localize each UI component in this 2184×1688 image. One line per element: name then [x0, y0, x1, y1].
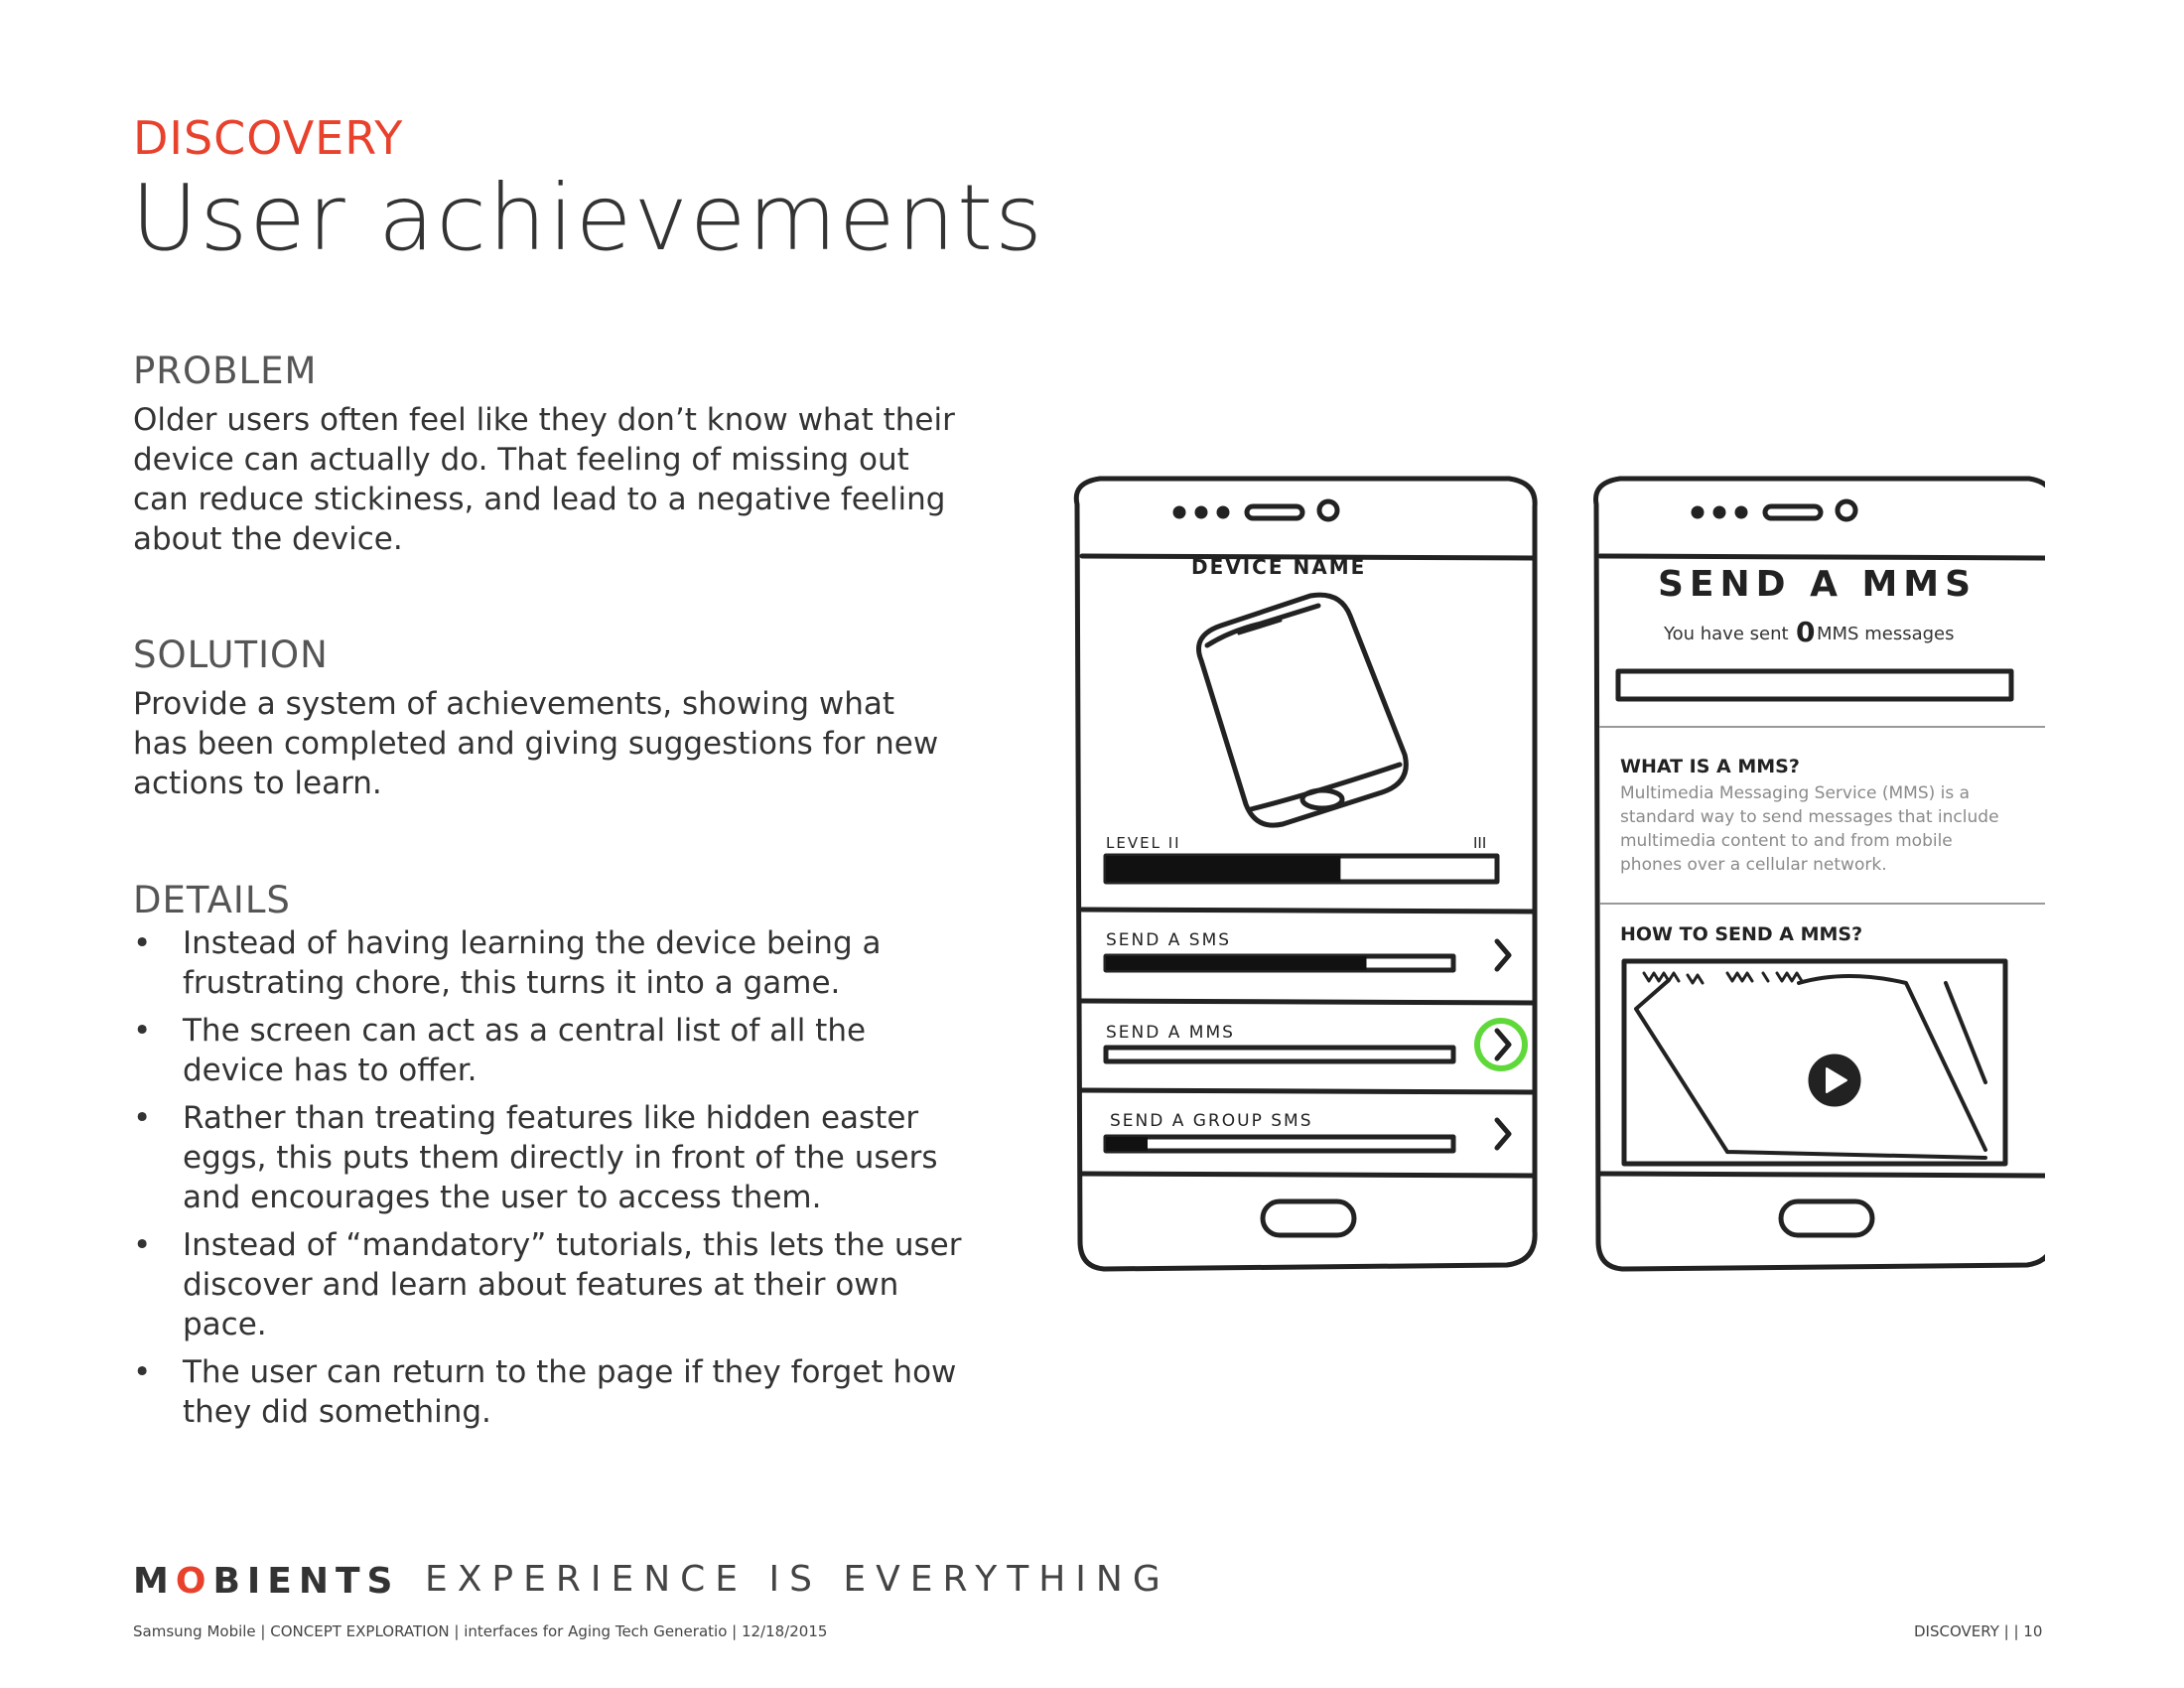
- bullet-icon: •: [133, 1100, 152, 1136]
- how-heading: HOW TO SEND A MMS?: [1620, 923, 1863, 945]
- what-text-line: Multimedia Messaging Service (MMS) is a: [1620, 783, 1971, 803]
- chevron-right-icon: [1497, 941, 1509, 969]
- dot-icon: [1219, 508, 1227, 516]
- list-item: [133, 1225, 967, 1344]
- list-item: [133, 1352, 967, 1432]
- mms-title: SEND A MMS: [1658, 564, 1978, 605]
- camera-icon: [1838, 501, 1855, 519]
- details-list: [133, 923, 967, 1440]
- device-illustration: [1199, 595, 1407, 825]
- dot-icon: [1175, 508, 1183, 516]
- chevron-right-icon: [1497, 1031, 1509, 1058]
- bullet-icon: •: [133, 1354, 152, 1390]
- speaker-icon: [1765, 506, 1821, 518]
- page-title: User achievements: [131, 165, 1044, 271]
- device-name: DEVICE NAME: [1191, 555, 1367, 579]
- details-heading: DETAILS: [133, 879, 291, 921]
- item-label[interactable]: SEND A GROUP SMS: [1110, 1111, 1313, 1131]
- progress-bar: [1618, 671, 2011, 699]
- list-item-text: Instead of “mandatory” tutorials, this lets the user discover and learn about features at their own pace.: [183, 1227, 962, 1342]
- sent-prefix: You have sent: [1664, 624, 1789, 644]
- home-button: [1781, 1201, 1872, 1235]
- progress-bar: [1106, 1048, 1453, 1061]
- what-heading: WHAT IS A MMS?: [1620, 756, 1800, 777]
- progress-bar-fill: [1106, 956, 1367, 970]
- tagline: EXPERIENCE IS EVERYTHING: [425, 1559, 1170, 1600]
- bullet-icon: •: [133, 925, 152, 961]
- list-item: [133, 1011, 967, 1090]
- scribble-text: [1644, 973, 1802, 983]
- phone-sketches: [1052, 467, 2045, 1281]
- dot-icon: [1737, 508, 1745, 516]
- video-sketch: [1636, 976, 1985, 1158]
- footer-page-info: DISCOVERY | | 10: [1914, 1622, 2043, 1640]
- level-right-label: III: [1473, 834, 1487, 852]
- home-button: [1263, 1201, 1354, 1235]
- mobients-logo: MOBIENTS: [133, 1561, 400, 1602]
- bullet-icon: •: [133, 1013, 152, 1049]
- dot-icon: [1197, 508, 1205, 516]
- footer-meta: Samsung Mobile | CONCEPT EXPLORATION | interfaces for Aging Tech Generatio | 12/18/2015: [133, 1622, 828, 1640]
- chevron-right-icon: [1497, 1120, 1509, 1148]
- progress-bar-fill: [1106, 1137, 1148, 1151]
- highlight-circle: [1477, 1021, 1525, 1068]
- list-item-text: Instead of having learning the device being a frustrating chore, this turns it into a game.: [183, 925, 882, 1001]
- bullet-icon: •: [133, 1227, 152, 1263]
- what-text-line: phones over a cellular network.: [1620, 855, 1887, 875]
- sent-suffix: MMS messages: [1817, 624, 1955, 644]
- sent-count: 0: [1796, 616, 1816, 648]
- solution-text: Provide a system of achievements, showing what has been completed and giving suggestions for new actions to learn.: [133, 686, 939, 801]
- solution-heading: SOLUTION: [133, 633, 329, 676]
- list-item-text: The user can return to the page if they forget how they did something.: [183, 1354, 957, 1430]
- section-kicker: DISCOVERY: [133, 111, 404, 165]
- speaker-icon: [1247, 506, 1302, 518]
- list-item: [133, 923, 967, 1003]
- phone-achievements: [1076, 479, 1535, 1269]
- list-item-text: The screen can act as a central list of all the device has to offer.: [183, 1013, 867, 1088]
- level-left-label: LEVEL II: [1106, 834, 1181, 852]
- level-bar-fill: [1106, 856, 1340, 882]
- what-text-line: standard way to send messages that include: [1620, 807, 1999, 827]
- item-label[interactable]: SEND A MMS: [1106, 1023, 1235, 1043]
- list-item: [133, 1098, 967, 1217]
- problem-heading: PROBLEM: [133, 350, 318, 392]
- list-item-text: Rather than treating features like hidden easter eggs, this puts them directly in front of the users and encourages the user to access them.: [183, 1100, 938, 1215]
- problem-text: Older users often feel like they don’t know what their device can actually do. That feeling of missing out can reduce stickiness, and lead to a negative feeling about the device.: [133, 402, 955, 557]
- what-text-line: multimedia content to and from mobile: [1620, 831, 1953, 851]
- item-label[interactable]: SEND A SMS: [1106, 930, 1232, 950]
- dot-icon: [1715, 508, 1723, 516]
- camera-icon: [1319, 501, 1337, 519]
- dot-icon: [1694, 508, 1702, 516]
- progress-bar: [1106, 1137, 1453, 1151]
